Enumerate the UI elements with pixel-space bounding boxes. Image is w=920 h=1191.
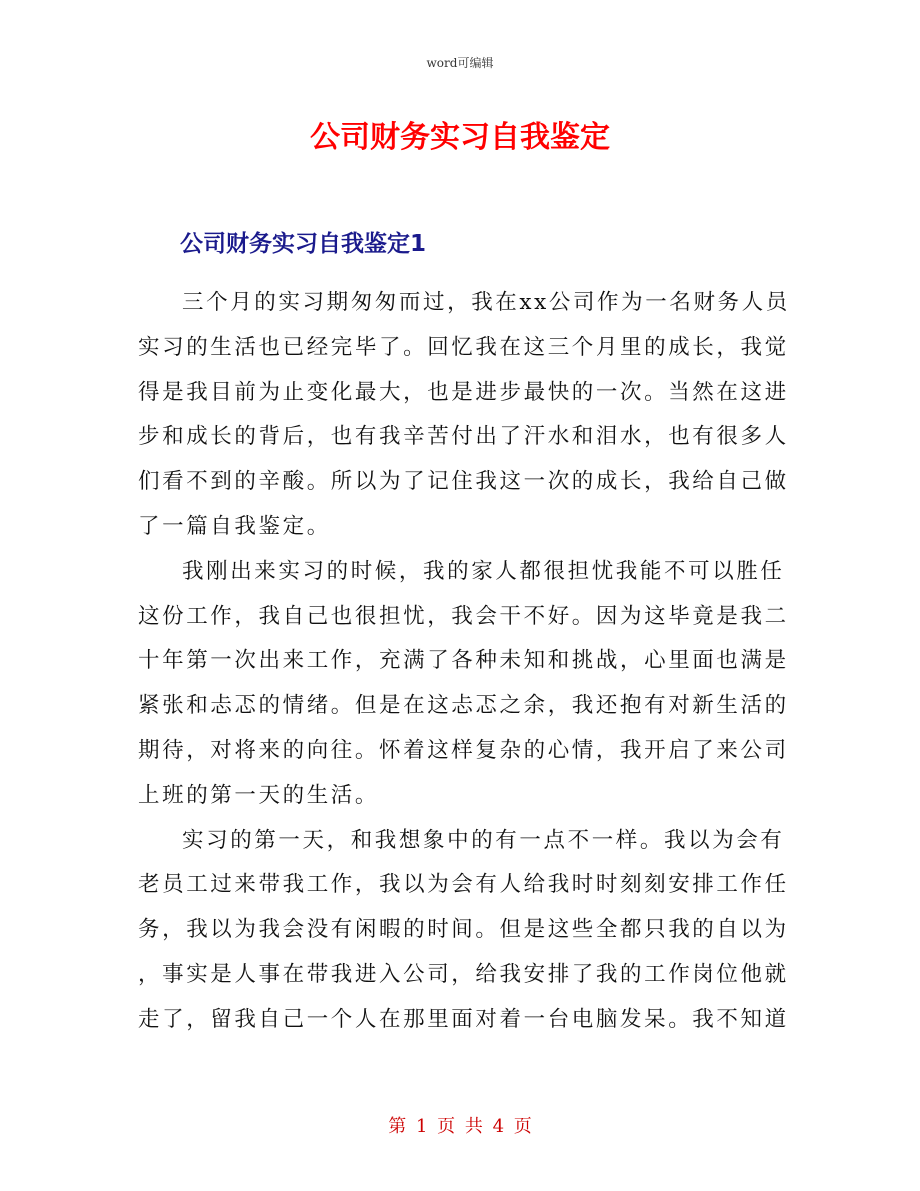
text-line: 得是我目前为止变化最大，也是进步最快的一次。当然在这进 [138,379,789,405]
paragraph [138,819,789,1043]
text-line: 这份工作，我自己也很担忧，我会干不好。因为这毕竟是我二 [138,603,789,629]
text-line: 了一篇自我鉴定。 [138,513,331,539]
text-line: ，事实是人事在带我进入公司，给我安排了我的工作岗位他就 [138,961,789,987]
text-line: 务，我以为我会没有闲暇的时间。但是这些全都只我的自以为 [138,917,789,943]
text-line: 期待，对将来的向往。怀着这样复杂的心情，我开启了来公司 [138,737,789,763]
paragraph [138,550,789,819]
document-title: 公司财务实习自我鉴定 [310,120,610,155]
text-line: 十年第一次出来工作，充满了各种未知和挑战，心里面也满是 [138,648,789,674]
text-line: 紧张和忐忑的情绪。但是在这忐忑之余，我还抱有对新生活的 [138,693,789,719]
text-line: 我刚出来实习的时候，我的家人都很担忧我能不可以胜任 [182,558,785,584]
text-line: 上班的第一天的生活。 [138,782,380,808]
text-line: 走了，留我自己一个人在那里面对着一台电脑发呆。我不知道 [138,1006,789,1032]
text-line: 们看不到的辛酸。所以为了记住我这一次的成长，我给自己做 [138,469,789,495]
section-heading: 公司财务实习自我鉴定1 [180,231,427,257]
paragraph [138,281,790,550]
text-line: 实习的第一天，和我想象中的有一点不一样。我以为会有 [182,827,785,853]
text-line: 老员工过来带我工作，我以为会有人给我时时刻刻安排工作任 [138,872,789,898]
header-note: word可编辑 [426,56,494,70]
page-number-footer: 第 1 页 共 4 页 [388,1116,532,1137]
text-line: 步和成长的背后，也有我辛苦付出了汗水和泪水，也有很多人 [138,424,789,450]
text-line: 三个月的实习期匆匆而过，我在xx公司作为一名财务人员 [182,290,790,315]
text-line: 实习的生活也已经完毕了。回忆我在这三个月里的成长，我觉 [138,334,789,360]
document-body [138,281,790,1043]
